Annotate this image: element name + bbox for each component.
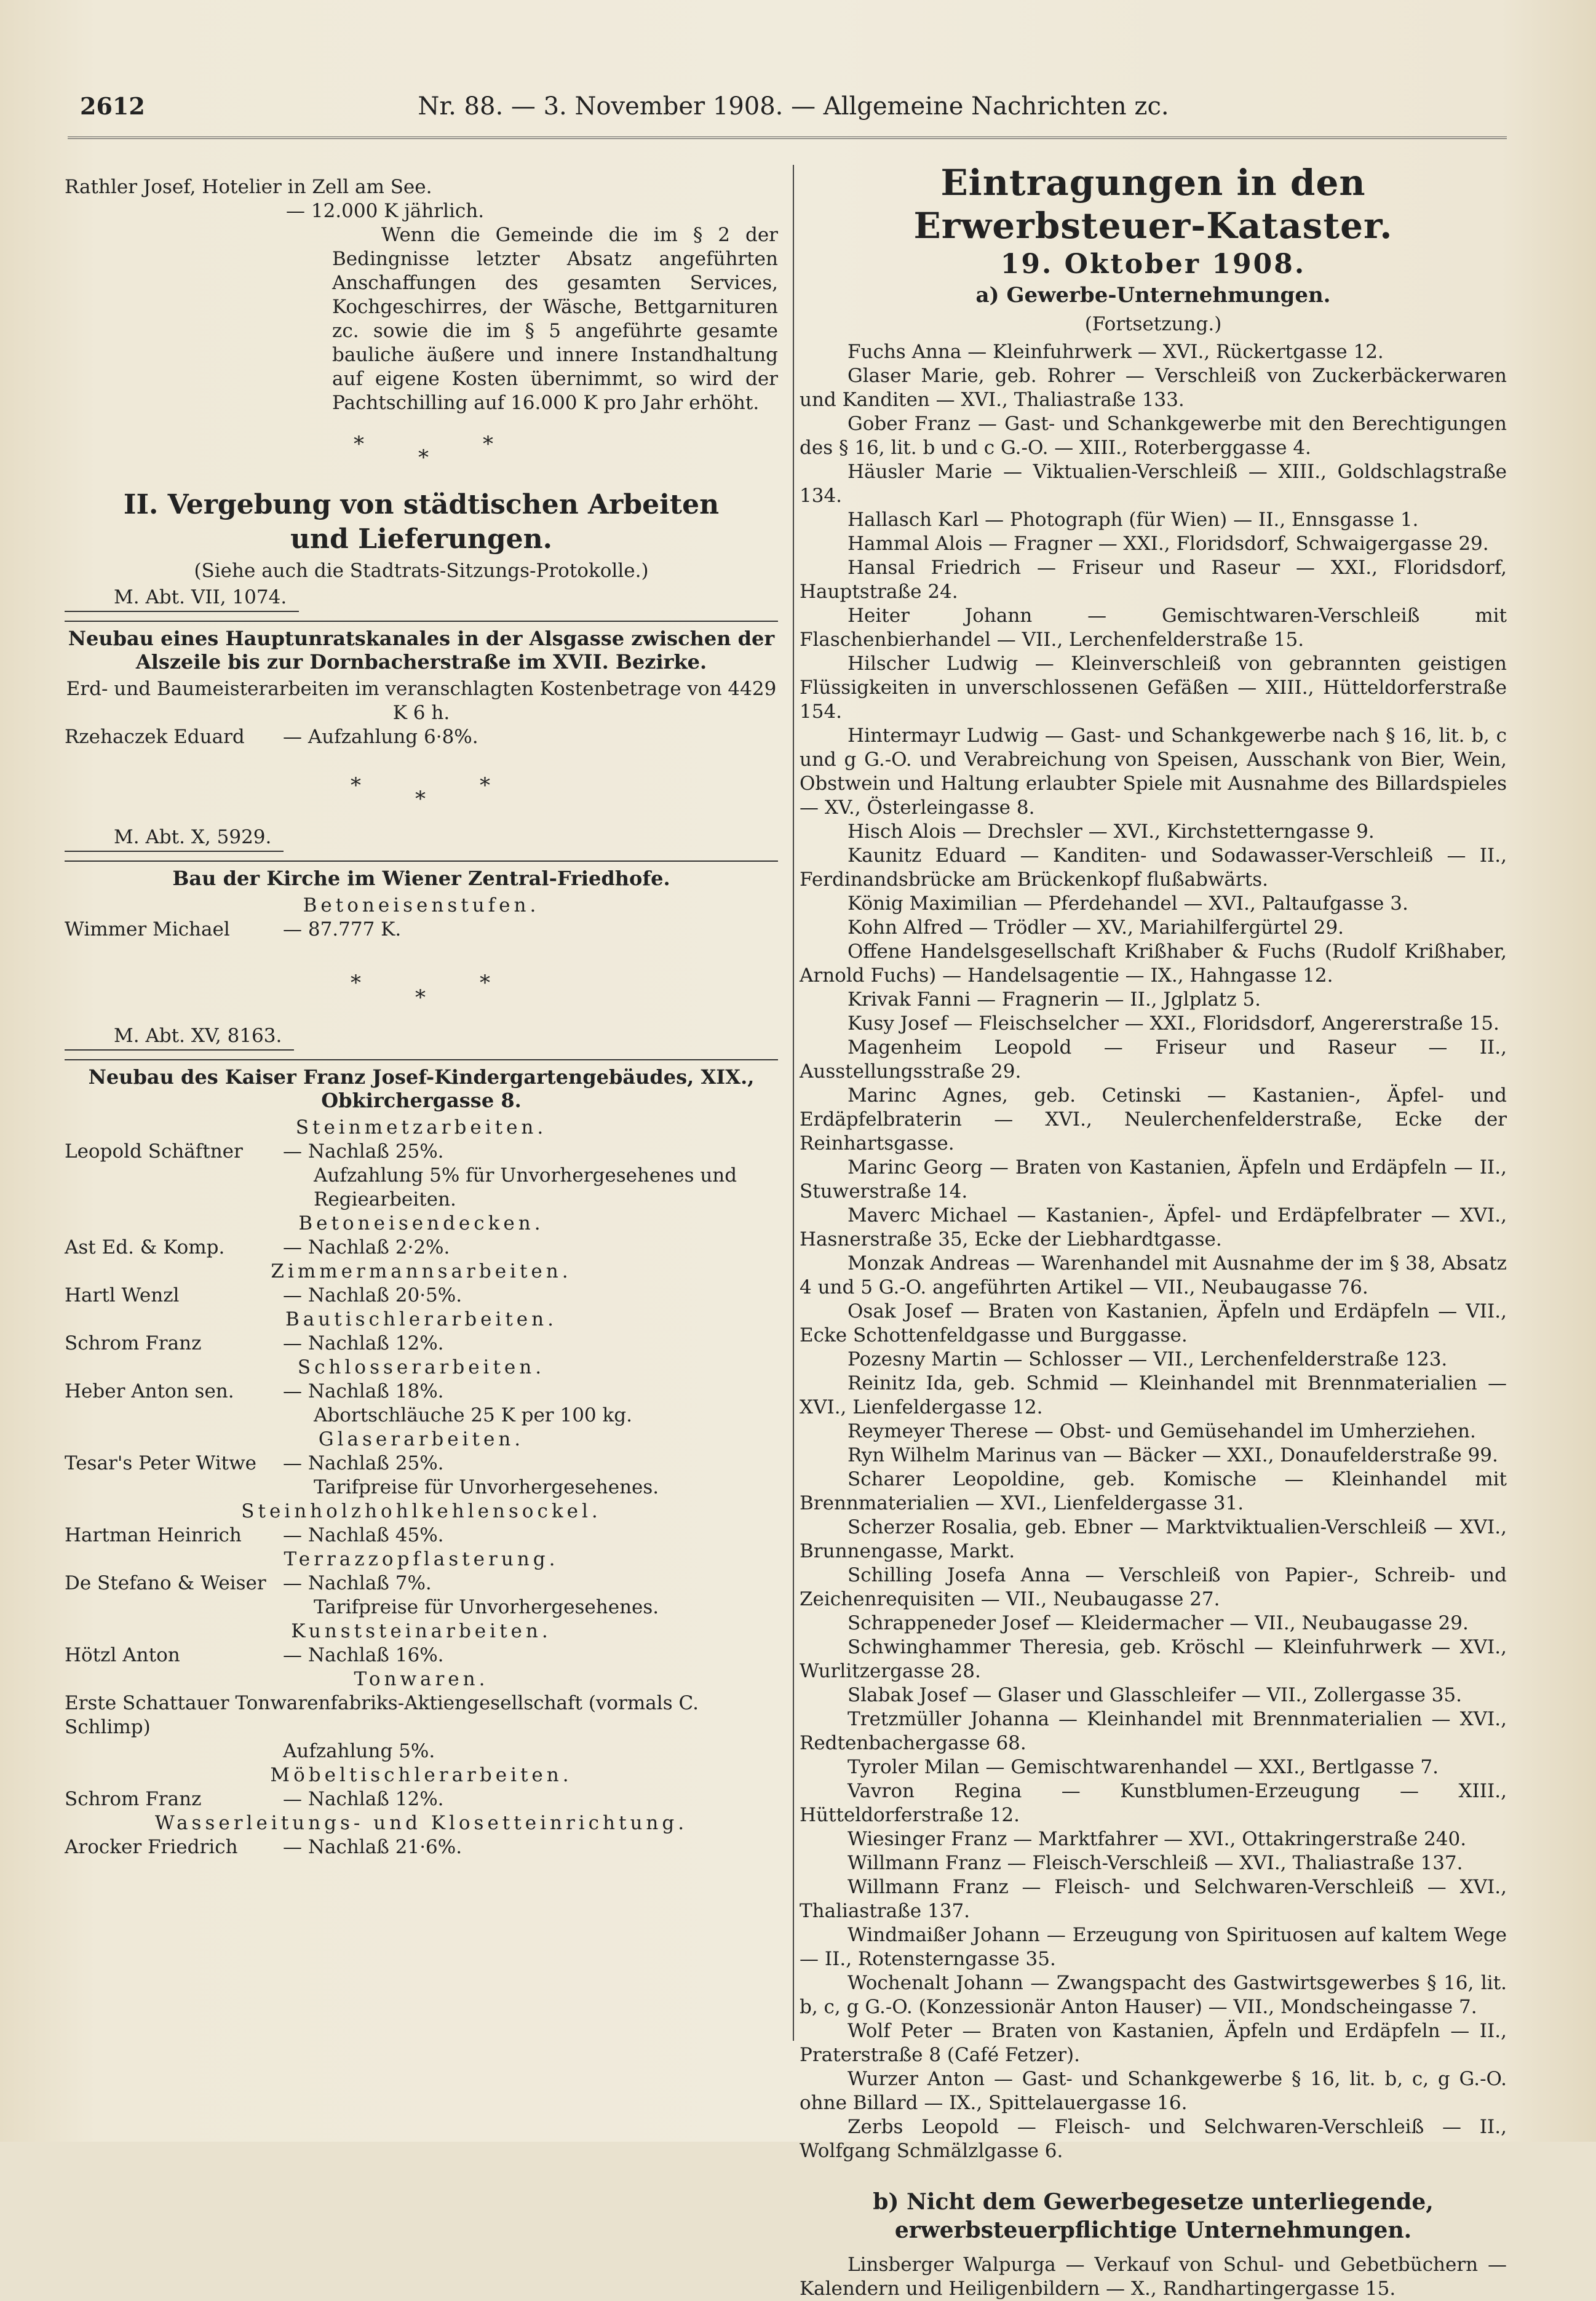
list-item: Pozesny Martin — Schlosser — VII., Lerchenfelderstraße 123. bbox=[848, 1348, 1448, 1370]
list-item: Reymeyer Therese — Obst- und Gemüsehandel im Umherziehen. bbox=[848, 1420, 1476, 1442]
column-separator bbox=[793, 165, 794, 2041]
divider-rule bbox=[65, 860, 778, 862]
bid-row bbox=[65, 1236, 778, 1260]
list-item: Häusler Marie — Viktualien-Verschleiß — XIII., Goldschlagstraße 134. bbox=[800, 461, 1507, 507]
trade-list bbox=[65, 1116, 778, 1859]
intro-text: Wenn die Gemeinde die im § 2 der Bedingnisse letzter Absatz angeführten Anschaffungen des gesamten Services, Kochgeschirres, der Wäsche, Bettgarnituren zc. sowie die im § 5 angeführte gesamte bauliche äußere und innere Instandhaltung auf eigene Kosten übernimmt, so wird der Pachtschilling auf 16.000 K pro Jahr erhöht. bbox=[332, 224, 778, 414]
trade-heading: Tonwaren. bbox=[354, 1668, 489, 1690]
trade-heading: Betoneisenstufen. bbox=[303, 894, 540, 916]
list-item: Hammal Alois — Fragner — XXI., Floridsdorf, Schwaigergasse 29. bbox=[848, 533, 1489, 555]
list-item: Maverc Michael — Kastanien-, Äpfel- und Erdäpfelbrater — XVI., Hasnerstraße 35, Ecke der Liebhardtgasse. bbox=[800, 1204, 1507, 1250]
list-item: Windmaißer Johann — Erzeugung von Spirituosen auf kaltem Wege — II., Rotensterngasse 35. bbox=[800, 1924, 1507, 1970]
list-item: Kohn Alfred — Trödler — XV., Mariahilfergürtel 29. bbox=[848, 916, 1344, 939]
bid-value: — Nachlaß 25%. bbox=[283, 1452, 444, 1474]
kataster-title: Eintragungen in den Erwerbsteuer-Kataster. bbox=[913, 162, 1393, 247]
trade-heading: Schlosserarbeiten. bbox=[297, 1356, 546, 1378]
list-item: Kaunitz Eduard — Kanditen- und Sodawasser-Verschleiß — II., Ferdinandsbrücke am Brückenkopf flußabwärts. bbox=[800, 844, 1507, 891]
bid-row bbox=[65, 1452, 778, 1476]
list-item: Hansal Friedrich — Friseur und Raseur — XXI., Floridsdorf, Hauptstraße 24. bbox=[800, 557, 1507, 603]
trade-heading: Kunststeinarbeiten. bbox=[291, 1620, 552, 1642]
bidder-name: Heber Anton sen. bbox=[65, 1380, 234, 1402]
page-number: 2612 bbox=[80, 92, 145, 120]
bid-value: — Nachlaß 25%. bbox=[283, 1140, 444, 1162]
bid-note: Aufzahlung 5%. bbox=[283, 1740, 435, 1762]
reference-number: M. Abt. XV, 8163. bbox=[65, 1024, 294, 1051]
list-item: Magenheim Leopold — Friseur und Raseur — II., Ausstellungsstraße 29. bbox=[800, 1036, 1507, 1083]
list-item: Willmann Franz — Fleisch-Verschleiß — XVI., Thaliastraße 137. bbox=[848, 1852, 1463, 1874]
list-item: Schilling Josefa Anna — Verschleiß von Papier-, Schreib- und Zeichenrequisiten — VII., Neubaugasse 27. bbox=[800, 1564, 1507, 1610]
left-column bbox=[65, 175, 778, 1859]
bidder-name: Wimmer Michael bbox=[65, 918, 230, 940]
trade-heading: Glaserarbeiten. bbox=[318, 1428, 525, 1450]
bid-row bbox=[65, 725, 778, 749]
project-title: Neubau eines Hauptunratskanales in der Alsgasse zwischen der Alszeile bis zur Dornbacherstraße im XVII. Bezirke. bbox=[68, 627, 775, 674]
list-item: Wolf Peter — Braten von Kastanien, Äpfeln und Erdäpfeln — II., Praterstraße 8 (Café Fetzer). bbox=[800, 2020, 1507, 2066]
reference-number: M. Abt. X, 5929. bbox=[65, 825, 284, 852]
list-item: Glaser Marie, geb. Rohrer — Verschleiß von Zuckerbäckerwaren und Kanditen — XVI., Thaliastraße 133. bbox=[800, 365, 1507, 411]
list-item: Reinitz Ida, geb. Schmid — Kleinhandel mit Brennmaterialien — XVI., Lienfeldergasse 12. bbox=[800, 1372, 1507, 1418]
bidder-name: De Stefano & Weiser bbox=[65, 1572, 266, 1594]
bid-row bbox=[65, 918, 778, 942]
bid-value: — Nachlaß 12%. bbox=[283, 1332, 444, 1354]
star-glyph: * bbox=[418, 445, 429, 470]
list-item: Scharer Leopoldine, geb. Komische — Kleinhandel mit Brennmaterialien — XVI., Lienfeldergasse 31. bbox=[800, 1468, 1507, 1514]
star-glyph: * bbox=[483, 432, 493, 456]
trade-heading: Steinholzhohlkehlensockel. bbox=[241, 1500, 601, 1522]
project-title: Neubau des Kaiser Franz Josef-Kindergartengebäudes, XIX., Obkirchergasse 8. bbox=[88, 1065, 755, 1112]
list-item: Krivak Fanni — Fragnerin — II., Jglplatz 5. bbox=[848, 988, 1261, 1011]
list-item: Marinc Georg — Braten von Kastanien, Äpfeln und Erdäpfeln — II., Stuwerstraße 14. bbox=[800, 1156, 1507, 1202]
bid-row bbox=[65, 1380, 778, 1404]
bid-value: — Aufzahlung 6·8%. bbox=[283, 726, 478, 748]
list-item: Linsberger Walpurga — Verkauf von Schul- und Gebetbüchern — Kalendern und Heiligenbildern — X., Randhartingergasse 15. bbox=[800, 2254, 1507, 2300]
star-glyph: * bbox=[415, 787, 426, 811]
section-title: II. Vergebung von städtischen Arbeiten und Lieferungen. bbox=[123, 489, 720, 555]
trade-heading: Bautischlerarbeiten. bbox=[285, 1308, 557, 1330]
continuation-note: (Fortsetzung.) bbox=[1084, 313, 1222, 335]
bidder-name: Erste Schattauer Tonwarenfabriks-Aktiengesellschaft (vormals C. Schlimp) bbox=[65, 1692, 699, 1738]
bid-value: — Nachlaß 12%. bbox=[283, 1788, 444, 1810]
trade-heading: Zimmermannsarbeiten. bbox=[271, 1260, 572, 1282]
list-item: Heiter Johann — Gemischtwaren-Verschleiß mit Flaschenbierhandel — VII., Lerchenfelderstraße 15. bbox=[800, 605, 1507, 651]
trade-heading: Betoneisendecken. bbox=[298, 1212, 544, 1234]
bid-note: Aufzahlung 5% für Unvorhergesehenes und Regiearbeiten. bbox=[314, 1164, 737, 1210]
star-glyph: * bbox=[415, 985, 426, 1010]
list-item: Zerbs Leopold — Fleisch- und Selchwaren-Verschleiß — II., Wolfgang Schmälzlgasse 6. bbox=[800, 2116, 1507, 2162]
bid-row bbox=[65, 1787, 778, 1811]
bid-value: — Nachlaß 21·6%. bbox=[283, 1836, 463, 1858]
star-divider bbox=[65, 749, 778, 823]
trade-heading: Terrazzopflasterung. bbox=[284, 1548, 559, 1570]
list-item: Hilscher Ludwig — Kleinverschleiß von gebrannten geistigen Flüssigkeiten in unverschlossenen Gefäßen — XIII., Hütteldorferstraße 154. bbox=[800, 653, 1507, 723]
bidder-name: Hötzl Anton bbox=[65, 1644, 180, 1666]
list-item: Scherzer Rosalia, geb. Ebner — Marktviktualien-Verschleiß — XVI., Brunnengasse, Markt. bbox=[800, 1516, 1507, 1562]
bid-row bbox=[65, 1524, 778, 1548]
bid-row bbox=[65, 1332, 778, 1356]
bid-value: — Nachlaß 18%. bbox=[283, 1380, 444, 1402]
bidder-name: Rzehaczek Eduard bbox=[65, 726, 245, 748]
section-subtitle: (Siehe auch die Stadtrats-Sitzungs-Protokolle.) bbox=[194, 560, 649, 582]
list-item: Wiesinger Franz — Marktfahrer — XVI., Ottakringerstraße 240. bbox=[848, 1828, 1467, 1850]
divider-rule bbox=[65, 1059, 778, 1060]
running-title: Nr. 88. — 3. November 1908. — Allgemeine Nachrichten zc. bbox=[418, 92, 1169, 121]
list-item: Wochenalt Johann — Zwangspacht des Gastwirtsgewerbes § 16, lit. b, c, g G.-O. (Konzessionär Anton Hauser) — VII., Mondscheingasse 7. bbox=[800, 1972, 1507, 2018]
list-item: Marinc Agnes, geb. Cetinski — Kastanien-, Äpfel- und Erdäpfelbraterin — XVI., Neulerchenfelderstraße, Ecke der Reinhartsgasse. bbox=[800, 1084, 1507, 1154]
list-item: Hintermayr Ludwig — Gast- und Schankgewerbe nach § 16, lit. b, c und g G.-O. und Verabreichung von Speisen, Ausschank von Bier, Wein, Obstwein und Haltung erlaubter Spiele mit Ausnahme des Billardspieles — XV., Österleingasse 8. bbox=[800, 725, 1507, 819]
project-description: Erd- und Baumeisterarbeiten im veranschlagten Kostenbetrage von 4429 K 6 h. bbox=[66, 678, 777, 724]
bid-row bbox=[65, 1643, 778, 1667]
right-column bbox=[800, 161, 1507, 2301]
section-a-heading: a) Gewerbe-Unternehmungen. bbox=[975, 283, 1331, 308]
bidder-name: Hartl Wenzl bbox=[65, 1284, 180, 1306]
bid-value: — Nachlaß 45%. bbox=[283, 1524, 444, 1546]
bidder-name: Arocker Friedrich bbox=[65, 1836, 238, 1858]
bidder-name: Schrom Franz bbox=[65, 1332, 202, 1354]
reference-number: M. Abt. VII, 1074. bbox=[65, 586, 299, 612]
intro-name: Rathler Josef, Hotelier in Zell am See. bbox=[65, 176, 432, 198]
star-glyph: * bbox=[480, 773, 490, 798]
list-item: Tyroler Milan — Gemischtwarenhandel — XXI., Bertlgasse 7. bbox=[848, 1756, 1439, 1778]
list-item: Slabak Josef — Glaser und Glasschleifer — VII., Zollergasse 35. bbox=[848, 1684, 1462, 1706]
bid-value: — Nachlaß 20·5%. bbox=[283, 1284, 463, 1306]
bid-note: Tarifpreise für Unvorhergesehenes. bbox=[314, 1476, 659, 1498]
star-divider bbox=[65, 942, 778, 1022]
trade-heading: Steinmetzarbeiten. bbox=[295, 1116, 547, 1139]
bid-value: — Nachlaß 16%. bbox=[283, 1644, 444, 1666]
section-b-heading: b) Nicht dem Gewerbegesetze unterliegende, erwerbsteuerpflichtige Unternehmungen. bbox=[873, 2189, 1434, 2243]
bidder-name: Leopold Schäftner bbox=[65, 1140, 243, 1162]
trade-heading: Wasserleitungs- und Klosetteinrichtung. bbox=[154, 1812, 688, 1834]
list-item: Offene Handelsgesellschaft Krißhaber & Fuchs (Rudolf Krißhaber, Arnold Fuchs) — Handelsagentie — IX., Hahngasse 12. bbox=[800, 940, 1507, 987]
bid-row bbox=[65, 1284, 778, 1308]
list-item: Wurzer Anton — Gast- und Schankgewerbe § 16, lit. b, c, g G.-O. ohne Billard — IX., Spittelauergasse 16. bbox=[800, 2068, 1507, 2114]
star-glyph: * bbox=[351, 773, 361, 798]
list-item: Tretzmüller Johanna — Kleinhandel mit Brennmaterialien — XVI., Redtenbachergasse 68. bbox=[800, 1708, 1507, 1754]
list-item: König Maximilian — Pferdehandel — XVI., Paltaufgasse 3. bbox=[848, 892, 1408, 915]
list-item: Vavron Regina — Kunstblumen-Erzeugung — XIII., Hütteldorferstraße 12. bbox=[800, 1780, 1507, 1826]
list-item: Schrappeneder Josef — Kleidermacher — VII., Neubaugasse 29. bbox=[848, 1612, 1469, 1634]
list-item: Kusy Josef — Fleischselcher — XXI., Floridsdorf, Angererstraße 15. bbox=[848, 1012, 1499, 1035]
list-item: Hallasch Karl — Photograph (für Wien) — II., Ennsgasse 1. bbox=[848, 509, 1419, 531]
list-item: Osak Josef — Braten von Kastanien, Äpfeln und Erdäpfeln — VII., Ecke Schottenfeldgasse und Burggasse. bbox=[800, 1300, 1507, 1346]
bidder-name: Tesar's Peter Witwe bbox=[65, 1452, 256, 1474]
trade-heading: Möbeltischlerarbeiten. bbox=[270, 1764, 573, 1786]
divider-rule bbox=[65, 621, 778, 622]
list-item: Monzak Andreas — Warenhandel mit Ausnahme der im § 38, Absatz 4 und 5 G.-O. angeführten Artikel — VII., Neubaugasse 76. bbox=[800, 1252, 1507, 1298]
page-header bbox=[80, 92, 1507, 129]
list-item: Gober Franz — Gast- und Schankgewerbe mit den Berechtigungen des § 16, lit. b und c G.-O. — XIII., Roterberggasse 4. bbox=[800, 413, 1507, 459]
bid-value: — Nachlaß 2·2%. bbox=[283, 1236, 450, 1258]
bid-note: Abortschläuche 25 K per 100 kg. bbox=[314, 1404, 632, 1426]
star-glyph: * bbox=[354, 432, 364, 456]
entry-list bbox=[800, 340, 1507, 2163]
star-glyph: * bbox=[351, 971, 361, 995]
intro-amount: — 12.000 K jährlich. bbox=[286, 200, 485, 222]
list-item: Hisch Alois — Drechsler — XVI., Kirchstetterngasse 9. bbox=[848, 821, 1375, 843]
bid-row bbox=[65, 1140, 778, 1164]
bid-value: — 87.777 K. bbox=[283, 918, 402, 940]
bid-note: Tarifpreise für Unvorhergesehenes. bbox=[314, 1596, 659, 1618]
list-item: Ryn Wilhelm Marinus van — Bäcker — XXI., Donaufelderstraße 99. bbox=[848, 1444, 1498, 1466]
bidder-name: Hartman Heinrich bbox=[65, 1524, 242, 1546]
bid-row bbox=[65, 1572, 778, 1596]
list-item: Willmann Franz — Fleisch- und Selchwaren-Verschleiß — XVI., Thaliastraße 137. bbox=[800, 1876, 1507, 1922]
list-item: Schwinghammer Theresia, geb. Kröschl — Kleinfuhrwerk — XVI., Wurlitzergasse 28. bbox=[800, 1636, 1507, 1682]
bid-value: — Nachlaß 7%. bbox=[283, 1572, 432, 1594]
project-title: Bau der Kirche im Wiener Zentral-Friedhofe. bbox=[172, 867, 670, 890]
bidder-name: Ast Ed. & Komp. bbox=[65, 1236, 225, 1258]
kataster-date: 19. Oktober 1908. bbox=[1000, 248, 1306, 280]
star-divider bbox=[65, 415, 778, 474]
bid-row bbox=[65, 1835, 778, 1859]
list-item: Fuchs Anna — Kleinfuhrwerk — XVI., Rückertgasse 12. bbox=[848, 341, 1384, 363]
star-glyph: * bbox=[480, 971, 490, 995]
header-rule bbox=[68, 137, 1507, 139]
bidder-name: Schrom Franz bbox=[65, 1788, 202, 1810]
